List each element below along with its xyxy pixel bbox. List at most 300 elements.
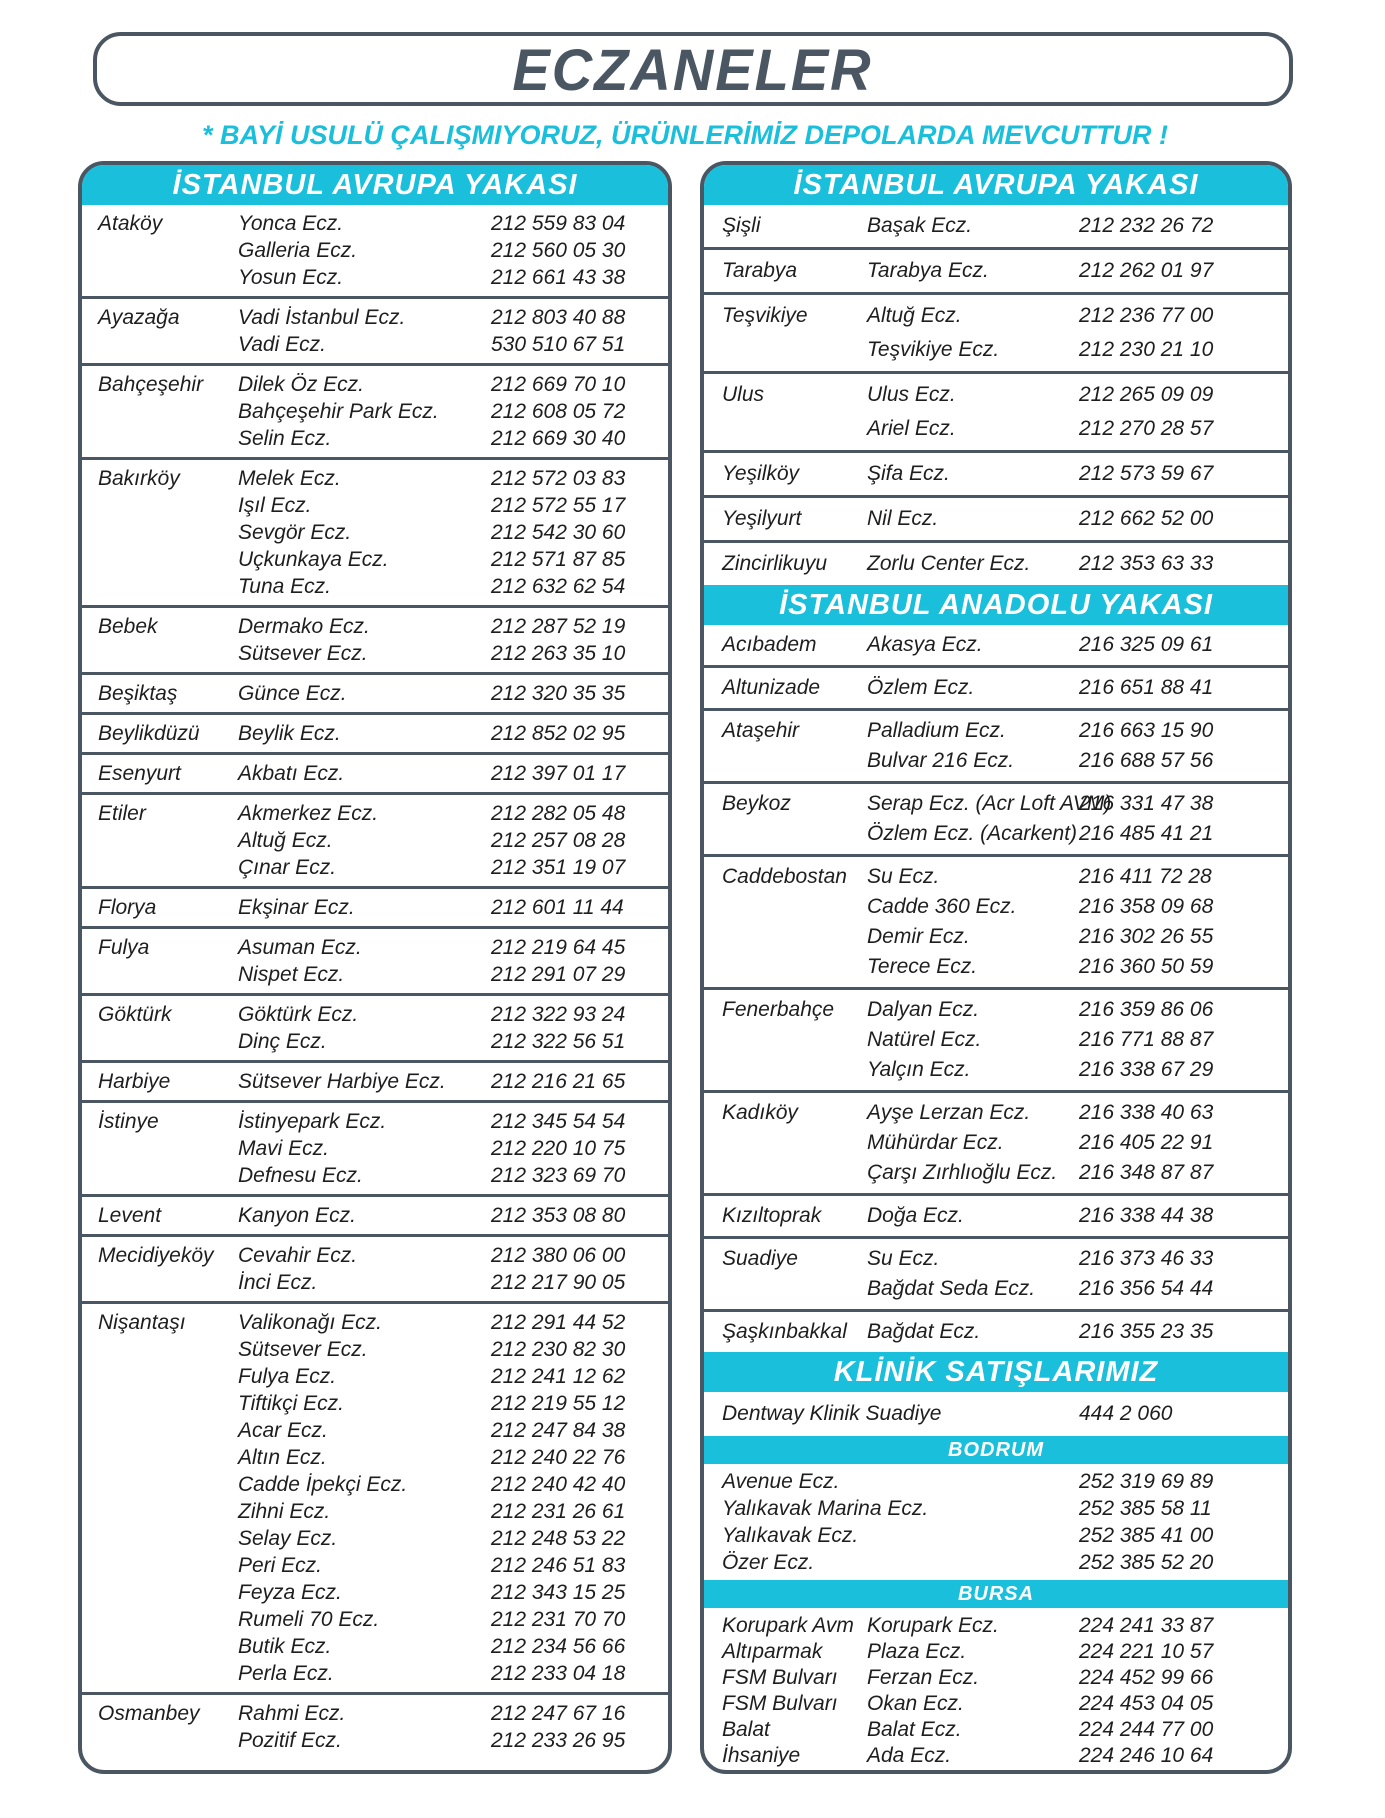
pharmacy-cell: Kanyon Ecz. [238,1203,356,1227]
phone-cell: 212 542 30 60 [491,520,626,544]
entry-row [704,378,1288,412]
district-group [704,1193,1288,1236]
entry-row [82,1269,668,1296]
phone-cell: 252 385 41 00 [1079,1523,1214,1547]
pharmacy-cell: Ada Ecz. [867,1744,952,1767]
entry-row [82,760,668,787]
entry-row [704,819,1288,849]
phone-cell: 212 345 54 54 [491,1109,626,1133]
pharmacy-cell: Tuna Ecz. [238,574,331,598]
district-group [704,1464,1288,1580]
pharmacy-cell: Mavi Ecz. [238,1136,330,1160]
phone-cell: 216 331 47 38 [1079,792,1214,815]
pharmacy-cell: Ferzan Ecz. [867,1666,980,1689]
entry-row [704,502,1288,536]
pharmacy-cell: Dinç Ecz. [238,1029,327,1053]
pharmacy-cell: Galleria Ecz. [238,238,358,262]
entry-row [704,1317,1288,1347]
pharmacy-cell: Cevahir Ecz. [238,1243,358,1267]
district-cell: Ulus [722,383,765,406]
panel-columns [78,161,1292,1774]
district-cell: Balat [722,1718,770,1741]
phone-cell: 212 397 01 17 [491,761,626,785]
pharmacy-cell: Ayşe Lerzan Ecz. [867,1101,1031,1124]
district-cell: Şaşkınbakkal [722,1320,847,1343]
district-group [704,205,1288,247]
entry-row [82,894,668,921]
district-cell: FSM Bulvarı [722,1666,838,1689]
district-group [82,205,668,296]
phone-cell: 212 661 43 38 [491,265,626,289]
entry-row [704,412,1288,446]
pharmacy-cell: Plaza Ecz. [867,1640,967,1663]
entry-row [704,299,1288,333]
subtitle-note: * BAYİ USULÜ ÇALIŞMIYORUZ, ÜRÜNLERİMİZ DEPOLARDA MEVCUTTUR ! [202,120,1168,150]
section-header: BODRUM [704,1436,1288,1464]
pharmacy-cell: Özlem Ecz. (Acarkent) [867,822,1078,845]
phone-cell: 216 358 09 68 [1079,895,1214,918]
pharmacy-cell: Defnesu Ecz. [238,1163,363,1187]
pharmacy-cell: Yosun Ecz. [238,265,344,289]
phone-cell: 212 263 35 10 [491,641,626,665]
pharmacy-cell: Balat Ecz. [867,1718,962,1741]
district-group [82,1234,668,1301]
phone-cell: 212 219 55 12 [491,1391,626,1415]
district-group [704,708,1288,781]
phone-cell: 530 510 67 51 [491,332,626,356]
entry-row [82,720,668,747]
phone-cell: 216 360 50 59 [1079,955,1214,978]
entry-row [82,1336,668,1363]
pharmacy-cell: Tarabya Ecz. [867,259,989,282]
pharmacy-cell: Altuğ Ecz. [867,304,962,327]
entry-row [704,1639,1288,1665]
pharmacy-cell: Altuğ Ecz. [238,828,333,852]
district-group [704,1236,1288,1309]
pharmacy-cell: Perla Ecz. [238,1661,334,1685]
pharmacy-cell: Dalyan Ecz. [867,998,980,1021]
district-cell: Yalıkavak Ecz. [722,1523,859,1547]
district-cell: Fenerbahçe [722,998,835,1021]
pharmacy-cell: Ekşinar Ecz. [238,895,355,919]
entry-row [704,1098,1288,1128]
district-group [704,665,1288,708]
phone-cell: 216 771 88 87 [1079,1028,1214,1051]
phone-cell: 444 2 060 [1079,1402,1173,1425]
phone-cell: 212 353 63 33 [1079,552,1214,575]
phone-cell: 212 217 90 05 [491,1270,626,1294]
district-cell: Levent [98,1203,162,1227]
phone-cell: 212 320 35 35 [491,681,626,705]
section-header: İSTANBUL ANADOLU YAKASI [704,585,1288,625]
entry-row [82,546,668,573]
pharmacy-cell: Selin Ecz. [238,426,332,450]
pharmacy-cell: Uçkunkaya Ecz. [238,547,389,571]
phone-cell: 212 282 05 48 [491,801,626,825]
entry-row [82,210,668,237]
entry-row [82,680,668,707]
pharmacy-cell: Dermako Ecz. [238,614,370,638]
phone-cell: 224 244 77 00 [1079,1718,1214,1741]
pharmacy-cell: Akasya Ecz. [867,633,983,656]
pharmacy-cell: Şifa Ecz. [867,462,950,485]
pharmacy-cell: Mühürdar Ecz. [867,1131,1004,1154]
entry-row [82,1162,668,1189]
phone-cell: 216 411 72 28 [1079,865,1212,888]
pharmacy-cell: Su Ecz. [867,1247,940,1270]
entry-row [704,630,1288,660]
section-avrupa [704,165,1288,585]
entry-row [704,892,1288,922]
district-cell: Dentway Klinik Suadiye [722,1402,942,1425]
pharmacy-cell: Günce Ecz. [238,681,347,705]
district-cell: Tarabya [722,259,798,282]
district-group [82,457,668,605]
entry-row [704,1025,1288,1055]
pharmacy-cell: Okan Ecz. [867,1692,964,1715]
phone-cell: 216 348 87 87 [1079,1161,1214,1184]
phone-cell: 212 571 87 85 [491,547,626,571]
phone-cell: 212 669 70 10 [491,372,626,396]
entry-row [82,465,668,492]
phone-cell: 212 322 56 51 [491,1029,626,1053]
district-cell: Nişantaşı [98,1310,186,1334]
phone-cell: 212 559 83 04 [491,211,626,235]
pharmacy-cell: Sütsever Ecz. [238,1337,368,1361]
entry-row [704,1201,1288,1231]
district-group [82,886,668,926]
phone-cell: 212 291 44 52 [491,1310,626,1334]
pharmacy-cell: Feyza Ecz. [238,1580,342,1604]
entry-row [82,371,668,398]
pharmacy-cell: Sütsever Harbiye Ecz. [238,1069,446,1093]
section-header: İSTANBUL AVRUPA YAKASI [82,165,668,205]
district-group [82,1060,668,1100]
entry-row [82,613,668,640]
district-cell: Altıparmak [722,1640,823,1663]
district-cell: Kadıköy [722,1101,798,1124]
district-cell: Etiler [98,801,146,825]
pharmacy-cell: Akmerkez Ecz. [238,801,379,825]
entry-row [82,1390,668,1417]
district-cell: Ayazağa [98,305,180,329]
pharmacy-cell: Altın Ecz. [238,1445,327,1469]
district-cell: FSM Bulvarı [722,1692,838,1715]
entry-row [82,640,668,667]
entry-row [82,1498,668,1525]
entry-row [82,1028,668,1055]
entry-row [704,952,1288,982]
phone-cell: 212 231 26 61 [491,1499,626,1523]
phone-cell: 252 385 58 11 [1079,1496,1212,1520]
entry-row [704,254,1288,288]
pharmacy-cell: Yonca Ecz. [238,211,344,235]
entry-row [704,716,1288,746]
entry-row [704,789,1288,819]
pharmacy-cell: Palladium Ecz. [867,719,1006,742]
phone-cell: 212 231 70 70 [491,1607,626,1631]
pharmacy-cell: Vadi İstanbul Ecz. [238,305,406,329]
pharmacy-cell: Sütsever Ecz. [238,641,368,665]
entry-row [704,1274,1288,1304]
entry-row [704,1522,1288,1549]
entry-row [704,1128,1288,1158]
section-header: KLİNİK SATIŞLARIMIZ [704,1352,1288,1392]
section-bursa [704,1580,1288,1774]
entry-row [704,547,1288,581]
district-cell: Ataköy [98,211,163,235]
district-cell: Harbiye [98,1069,171,1093]
phone-cell: 216 688 57 56 [1079,749,1214,772]
entry-row [82,961,668,988]
phone-cell: 212 353 08 80 [491,1203,626,1227]
phone-cell: 212 240 42 40 [491,1472,626,1496]
entry-row [82,519,668,546]
district-cell: Caddebostan [722,865,847,888]
pharmacy-cell: Yalçın Ecz. [867,1058,971,1081]
entry-row [82,1525,668,1552]
phone-cell: 216 405 22 91 [1079,1131,1214,1154]
pharmacy-cell: Dilek Öz Ecz. [238,372,365,396]
right-panel [700,161,1292,1774]
phone-cell: 212 241 12 62 [491,1364,626,1388]
entry-row [704,1717,1288,1743]
phone-cell: 216 325 09 61 [1079,633,1214,656]
entry-row [704,862,1288,892]
phone-cell: 252 385 52 20 [1079,1550,1214,1574]
pharmacy-cell: Bağdat Ecz. [867,1320,981,1343]
district-cell: Suadiye [722,1247,798,1270]
pharmacy-cell: İstinyepark Ecz. [238,1109,387,1133]
district-cell: Altunizade [722,676,821,699]
pharmacy-cell: Doğa Ecz. [867,1204,964,1227]
pharmacy-cell: Başak Ecz. [867,214,973,237]
pharmacy-cell: Serap Ecz. (Acr Loft AVM) [867,792,1112,815]
page-title-box [93,32,1293,106]
phone-cell: 212 257 08 28 [491,828,626,852]
pharmacy-cell: Ulus Ecz. [867,383,956,406]
phone-cell: 212 216 21 65 [491,1069,626,1093]
pharmacy-cell: Çınar Ecz. [238,855,337,879]
entry-row [82,1633,668,1660]
phone-cell: 216 338 40 63 [1079,1101,1214,1124]
district-cell: İstinye [98,1109,159,1133]
phone-cell: 212 291 07 29 [491,962,626,986]
entry-row [82,1108,668,1135]
entry-row [82,1579,668,1606]
district-cell: Zincirlikuyu [722,552,828,575]
pharmacy-cell: Beylik Ecz. [238,721,341,745]
phone-cell: 216 651 88 41 [1079,676,1214,699]
district-group [82,1692,668,1759]
district-group [704,854,1288,987]
phone-cell: 212 248 53 22 [491,1526,626,1550]
phone-cell: 212 803 40 88 [491,305,626,329]
pharmacy-cell: Bulvar 216 Ecz. [867,749,1015,772]
phone-cell: 224 221 10 57 [1079,1640,1214,1663]
pharmacy-cell: Cadde İpekçi Ecz. [238,1472,408,1496]
phone-cell: 212 219 64 45 [491,935,626,959]
phone-cell: 212 662 52 00 [1079,507,1214,530]
entry-row [82,573,668,600]
phone-cell: 216 338 44 38 [1079,1204,1214,1227]
phone-cell: 212 234 56 66 [491,1634,626,1658]
phone-cell: 216 663 15 90 [1079,719,1214,742]
phone-cell: 216 359 86 06 [1079,998,1214,1021]
phone-cell: 212 572 55 17 [491,493,626,517]
phone-cell: 212 632 62 54 [491,574,626,598]
pharmacy-cell: Akbatı Ecz. [238,761,345,785]
phone-cell: 216 338 67 29 [1079,1058,1214,1081]
district-cell: İhsaniye [722,1744,801,1767]
entry-row [82,1552,668,1579]
entry-row [82,1444,668,1471]
entry-row [704,1398,1288,1430]
phone-cell: 212 852 02 95 [491,721,626,745]
section-main [82,165,668,1759]
phone-cell: 212 230 21 10 [1079,338,1214,361]
section-anadolu [704,585,1288,1352]
district-group [704,495,1288,540]
phone-cell: 212 669 30 40 [491,426,626,450]
entry-row [82,1242,668,1269]
entry-row [704,1613,1288,1639]
entry-row [82,1001,668,1028]
entry-row [704,1468,1288,1495]
phone-cell: 252 319 69 89 [1079,1469,1214,1493]
district-group [704,292,1288,371]
district-cell: Özer Ecz. [722,1550,815,1574]
phone-cell: 212 240 22 76 [491,1445,626,1469]
district-cell: Beşiktaş [98,681,178,705]
district-group [704,987,1288,1090]
entry-row [82,1700,668,1727]
phone-cell: 224 246 10 64 [1079,1744,1214,1767]
district-group [82,296,668,363]
phone-cell: 212 601 11 44 [491,895,624,919]
district-cell: Bakırköy [98,466,180,490]
district-group [82,1301,668,1692]
district-group [82,1100,668,1194]
pharmacy-cell: Fulya Ecz. [238,1364,337,1388]
district-cell: Kızıltoprak [722,1204,822,1227]
phone-cell: 212 351 19 07 [491,855,626,879]
phone-cell: 216 373 46 33 [1079,1247,1214,1270]
district-group [704,540,1288,585]
district-group [82,363,668,457]
phone-cell: 212 236 77 00 [1079,304,1214,327]
entry-row [704,746,1288,776]
district-group [82,605,668,672]
pharmacy-cell: Özlem Ecz. [867,676,975,699]
phone-cell: 212 233 04 18 [491,1661,626,1685]
entry-row [704,333,1288,367]
phone-cell: 212 247 84 38 [491,1418,626,1442]
entry-row [82,1471,668,1498]
pharmacy-cell: Sevgör Ecz. [238,520,352,544]
district-cell: Ataşehir [722,719,800,742]
entry-row [704,209,1288,243]
phone-cell: 212 265 09 09 [1079,383,1214,406]
district-cell: Yalıkavak Marina Ecz. [722,1496,929,1520]
phone-cell: 212 560 05 30 [491,238,626,262]
pharmacy-cell: Selay Ecz. [238,1526,338,1550]
entry-row [82,934,668,961]
pharmacy-cell: Çarşı Zırhlıoğlu Ecz. [867,1161,1058,1184]
district-group [82,752,668,792]
phone-cell: 212 573 59 67 [1079,462,1214,485]
pharmacy-cell: Rahmi Ecz. [238,1701,346,1725]
entry-row [704,1743,1288,1769]
district-group [704,1090,1288,1193]
pharmacy-cell: Rumeli 70 Ecz. [238,1607,380,1631]
district-cell: Yeşilyurt [722,507,802,530]
entry-row [704,1549,1288,1576]
phone-cell: 212 230 82 30 [491,1337,626,1361]
phone-cell: 216 302 26 55 [1079,925,1214,948]
entry-row [704,995,1288,1025]
phone-cell: 212 323 69 70 [491,1163,626,1187]
phone-cell: 212 233 26 95 [491,1728,626,1752]
phone-cell: 212 380 06 00 [491,1243,626,1267]
phone-cell: 212 232 26 72 [1079,214,1214,237]
district-cell: Osmanbey [98,1701,200,1725]
district-group [82,993,668,1060]
entry-row [82,398,668,425]
entry-row [704,1244,1288,1274]
entry-row [82,237,668,264]
entry-row [82,1727,668,1754]
entry-row [82,1068,668,1095]
entry-row [704,1665,1288,1691]
district-cell: Beykoz [722,792,791,815]
phone-cell: 224 241 33 87 [1079,1614,1214,1637]
district-cell: Göktürk [98,1002,172,1026]
district-cell: Teşvikiye [722,304,808,327]
pharmacy-cell: Işıl Ecz. [238,493,312,517]
entry-row [82,800,668,827]
pharmacy-cell: Teşvikiye Ecz. [867,338,1000,361]
phone-cell: 212 220 10 75 [491,1136,626,1160]
phone-cell: 224 452 99 66 [1079,1666,1214,1689]
phone-cell: 212 572 03 83 [491,466,626,490]
section-klinik [704,1352,1288,1436]
section-header: İSTANBUL AVRUPA YAKASI [704,165,1288,205]
entry-row [82,331,668,358]
entry-row [82,492,668,519]
district-cell: Avenue Ecz. [722,1469,840,1493]
entry-row [82,1135,668,1162]
section-bodrum [704,1436,1288,1580]
left-panel [78,161,672,1774]
district-group [704,781,1288,854]
pharmacy-cell: Ariel Ecz. [867,417,956,440]
pharmacy-cell: Bağdat Seda Ecz. [867,1277,1036,1300]
entry-row [82,1202,668,1229]
pharmacy-cell: Natürel Ecz. [867,1028,982,1051]
phone-cell: 212 322 93 24 [491,1002,626,1026]
entry-row [704,922,1288,952]
pharmacy-cell: Butik Ecz. [238,1634,332,1658]
entry-row [704,457,1288,491]
district-cell: Beylikdüzü [98,721,200,745]
page-title: ECZANELER [512,35,873,103]
district-group [82,712,668,752]
district-cell: Şişli [722,214,761,237]
phone-cell: 212 608 05 72 [491,399,626,423]
district-cell: Mecidiyeköy [98,1243,214,1267]
pharmacy-cell: Valikonağı Ecz. [238,1310,382,1334]
